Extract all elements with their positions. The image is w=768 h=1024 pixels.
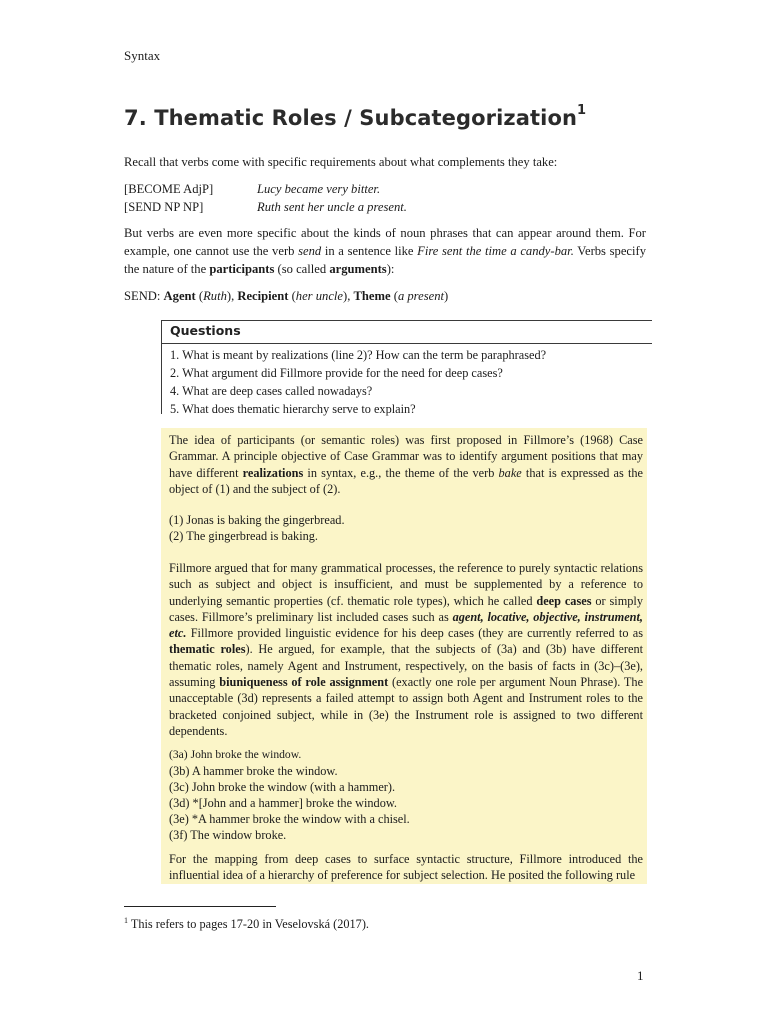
questions-title: Questions	[170, 323, 241, 338]
running-head: Syntax	[124, 48, 161, 63]
excerpt-example: (1) Jonas is baking the gingerbread.	[169, 513, 345, 527]
term-arguments: arguments	[329, 262, 387, 276]
question-item: 2. What argument did Fillmore provide for the need for deep cases?	[170, 366, 503, 380]
excerpt-example: (3f) The window broke.	[169, 828, 287, 842]
question-item: 1. What is meant by realizations (line 2)? How can the term be paraphrased?	[170, 348, 547, 362]
question-item: 4. What are deep cases called nowadays?	[170, 384, 373, 398]
term-participants: participants	[209, 262, 275, 276]
excerpt-paragraph-1: The idea of participants (or semantic roles) was first proposed in Fillmore’s (1968) Case Grammar. A principle objective of Case Grammar was to identify argument positions that may have different realizations in syntax, e.g., the theme of the verb bake that is expressed as the object of (1) and the subject of (2).	[169, 433, 643, 496]
intro-recall: Recall that verbs come with specific requirements about what complements they take:	[124, 155, 558, 169]
excerpt-example: (3a) John broke the window.	[169, 748, 302, 761]
excerpt-example: (2) The gingerbread is baking.	[169, 529, 318, 543]
page-number: 1	[637, 968, 644, 983]
question-item: 5. What does thematic hierarchy serve to explain?	[170, 402, 416, 416]
example-sentence: Ruth sent her uncle a present.	[257, 200, 407, 214]
footnote: $^1$ This refers to pages 17-20 in Veselovská (2017).	[124, 916, 369, 932]
example-row	[124, 198, 407, 216]
excerpt-paragraph-2: Fillmore argued that for many grammatical processes, the reference to purely syntactic relations such as subject and object is insufficient, and must be supplemented by a reference to underlying semantic properties (cf. thematic role types), which he called deep cases or simply cases. Fillmore’s preliminary list included cases such as agent, locative, objective, instrument, etc. Fillmore provided linguistic evidence for his deep cases (they are currently referred to as thematic roles). He argued, for example, that the subjects of (3a) and (3b) have different thematic roles, namely Agent and Instrument, respectively, on the basis of facts in (3c)–(3e), assuming biuniqueness of role assignment (exactly one role per argument Noun Phrase). The unacceptable (3d) represents a failed attempt to assign both Agent and Instrument roles to the bracketed conjoined subject, while in (3e) the Instrument role is assigned to two different dependents.	[169, 561, 644, 738]
excerpt-paragraph-3: For the mapping from deep cases to surface syntactic structure, Fillmore introduced the influential idea of a hierarchy of preference for subject selection. He posited the following rule	[169, 852, 643, 883]
section-title: 7. Thematic Roles / Subcategorization$^1$	[124, 103, 587, 130]
send-roles-line: SEND: Agent (Ruth), Recipient (her uncle), Theme (a present)	[124, 289, 449, 303]
example-frame: [BECOME AdjP]	[124, 182, 214, 196]
excerpt-example: (3c) John broke the window (with a hammer).	[169, 780, 396, 794]
example-frame: [SEND NP NP]	[124, 200, 204, 214]
questions-divider	[162, 343, 652, 344]
excerpt-example: (3d) *[John and a hammer] broke the window.	[169, 796, 397, 810]
example-row	[124, 180, 380, 198]
footnote-marker: 1	[577, 103, 587, 118]
questions-box	[161, 320, 652, 414]
excerpt-example: (3b) A hammer broke the window.	[169, 764, 338, 778]
footnote-rule	[124, 906, 276, 907]
questions-list	[170, 346, 546, 418]
excerpt-example: (3e) *A hammer broke the window with a chisel.	[169, 812, 410, 826]
intro-paragraph: But verbs are even more specific about the kinds of noun phrases that can appear around them. For example, one cannot use the verb send in a sentence like Fire sent the time a candy-bar. Verbs specify the nature of the participants (so called arguments):	[124, 226, 646, 276]
example-sentence: Lucy became very bitter.	[257, 182, 381, 196]
questions-top-rule	[162, 320, 652, 321]
